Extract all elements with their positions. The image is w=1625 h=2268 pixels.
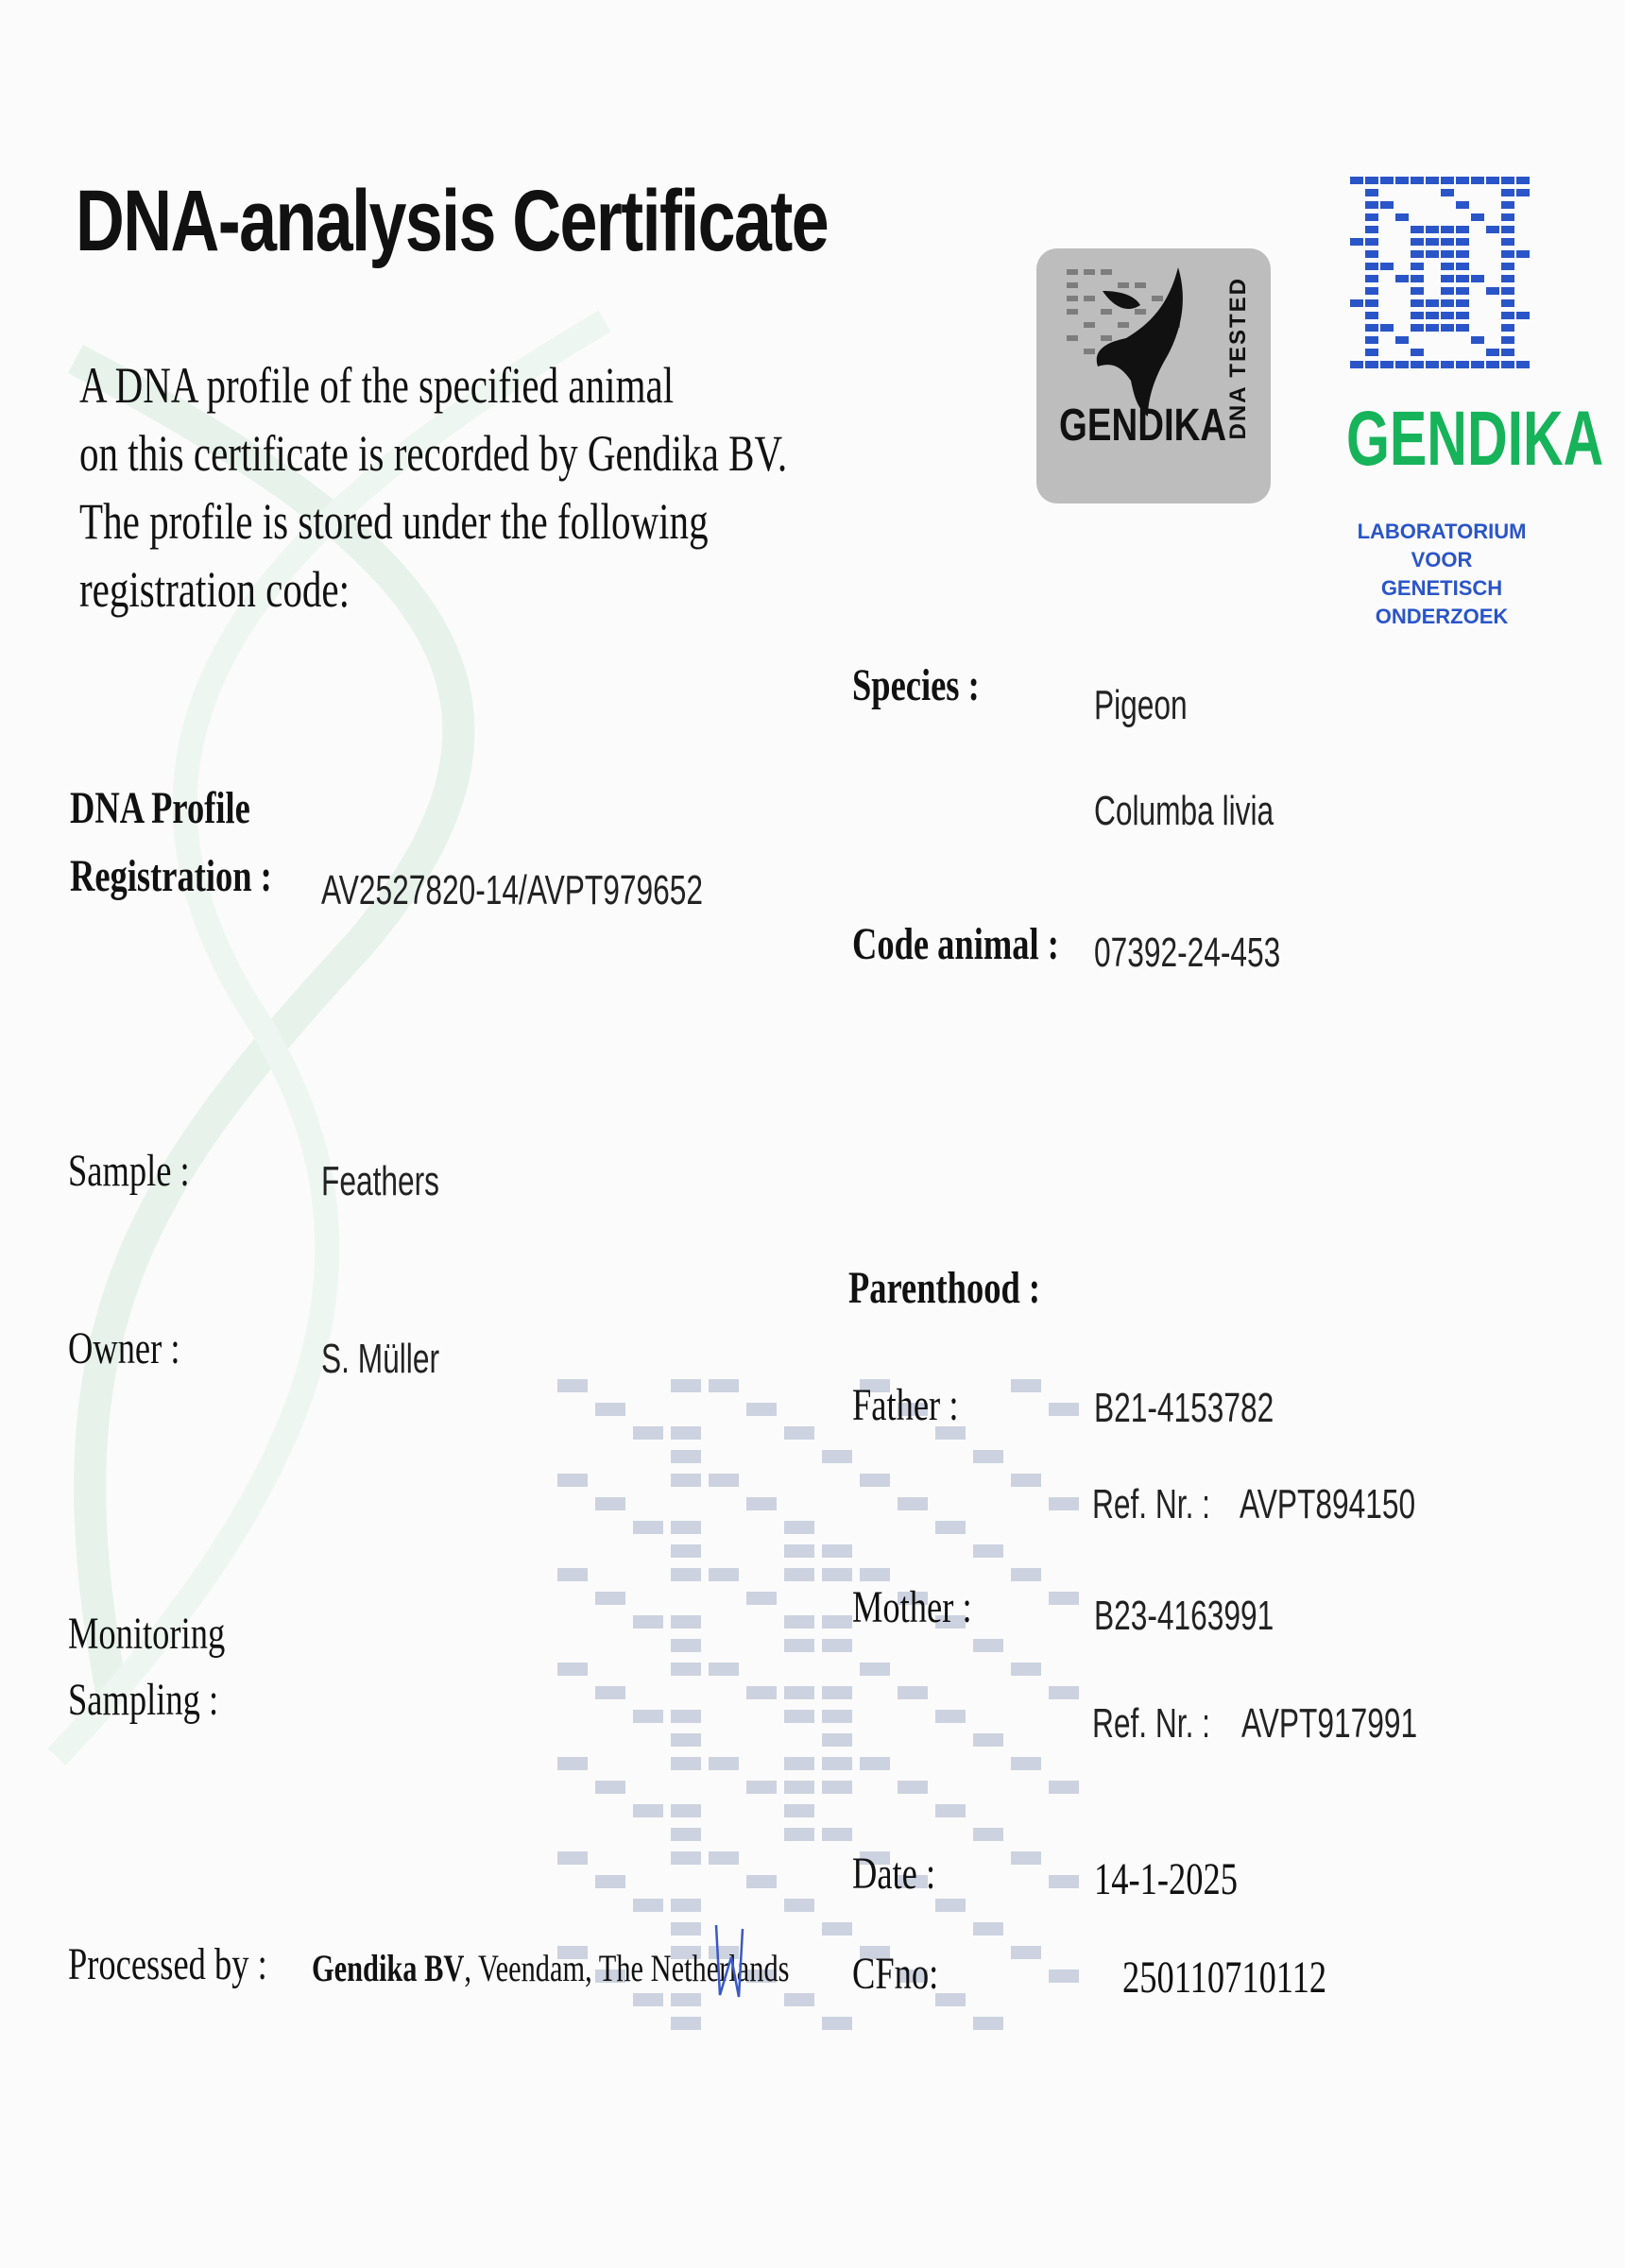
logo-block: [1411, 361, 1424, 368]
watermark-block: [557, 1757, 588, 1770]
watermark-block: [860, 1568, 890, 1581]
watermark-block: [973, 1544, 1003, 1558]
logo-block: [1501, 312, 1514, 319]
logo-block: [1501, 287, 1514, 295]
watermark-block: [709, 1474, 739, 1487]
logo-block: [1486, 349, 1499, 356]
logo-block: [1471, 213, 1484, 221]
logo-block: [1441, 324, 1454, 332]
logo-block: [1516, 189, 1530, 196]
date-label: Date :: [852, 1849, 936, 1899]
watermark-block: [898, 1781, 928, 1794]
logo-block: [1426, 312, 1439, 319]
logo-block: [1365, 177, 1378, 184]
logo-block: [1456, 324, 1469, 332]
watermark-block: [746, 1686, 777, 1699]
logo-block: [1365, 287, 1378, 295]
gendika-subtitle-line: GENETISCH ONDERZOEK: [1375, 576, 1509, 628]
logo-block: [1395, 336, 1409, 344]
logo-block: [1486, 226, 1499, 233]
watermark-block: [1011, 1474, 1041, 1487]
logo-block: [1411, 250, 1424, 258]
logo-block: [1380, 361, 1394, 368]
logo-block: [1441, 287, 1454, 295]
logo-block: [1441, 299, 1454, 307]
intro-line: A DNA profile of the specified animal: [79, 357, 675, 414]
watermark-block: [784, 1426, 814, 1440]
logo-block: [1426, 226, 1439, 233]
mother-label: Mother :: [852, 1582, 972, 1632]
logo-block: [1441, 275, 1454, 282]
logo-block: [1501, 361, 1514, 368]
intro-line: on this certificate is recorded by Gendika BV.: [79, 425, 788, 482]
watermark-block: [633, 1710, 663, 1723]
watermark-block: [746, 1875, 777, 1888]
logo-block: [1501, 263, 1514, 270]
logo-block: [1380, 324, 1394, 332]
father-label: Father :: [852, 1380, 959, 1430]
mother-ref-label: Ref. Nr. :: [1092, 1700, 1210, 1747]
logo-block: [1395, 177, 1409, 184]
watermark-block: [557, 1474, 588, 1487]
watermark-block: [784, 1993, 814, 2006]
logo-block: [1486, 287, 1499, 295]
watermark-block: [973, 1828, 1003, 1841]
watermark-block: [633, 1521, 663, 1534]
watermark-block: [860, 1663, 890, 1676]
logo-block: [1441, 189, 1454, 196]
watermark-block: [633, 1426, 663, 1440]
dna-tested-seal: [1036, 248, 1271, 503]
gendika-brand-name: GENDIKA: [1346, 396, 1604, 482]
watermark-block: [1049, 1875, 1079, 1888]
logo-block: [1456, 226, 1469, 233]
code-animal-label: Code animal :: [852, 919, 1059, 969]
processed-by-label: Processed by :: [68, 1939, 267, 1989]
registration-value: AV2527820-14/AVPT979652: [321, 867, 703, 913]
logo-block: [1411, 275, 1424, 282]
logo-block: [1501, 201, 1514, 209]
logo-block: [1411, 299, 1424, 307]
watermark-block: [671, 2017, 701, 2030]
logo-block: [1456, 263, 1469, 270]
logo-block: [1395, 213, 1409, 221]
logo-block: [1426, 324, 1439, 332]
logo-block: [1365, 349, 1378, 356]
seal-dna-tested-text: DNA TESTED: [1225, 277, 1251, 440]
watermark-block: [1011, 1663, 1041, 1676]
watermark-block: [595, 1875, 625, 1888]
logo-block: [1380, 201, 1394, 209]
watermark-block: [671, 1851, 701, 1865]
watermark-block: [671, 1757, 701, 1770]
logo-block: [1426, 361, 1439, 368]
sample-label: Sample :: [68, 1146, 190, 1196]
watermark-block: [746, 1592, 777, 1605]
watermark-block: [671, 1922, 701, 1935]
logo-block: [1365, 361, 1378, 368]
logo-block: [1411, 226, 1424, 233]
logo-block: [1456, 275, 1469, 282]
logo-block: [1471, 275, 1484, 282]
watermark-block: [671, 1663, 701, 1676]
logo-block: [1501, 238, 1514, 246]
watermark-block: [595, 1686, 625, 1699]
gendika-subtitle: [1349, 518, 1534, 631]
sampling-label: Sampling :: [68, 1675, 219, 1725]
logo-block: [1441, 263, 1454, 270]
mother-ref-value: AVPT917991: [1241, 1700, 1418, 1747]
sample-value: Feathers: [321, 1158, 440, 1204]
watermark-block: [784, 1615, 814, 1629]
watermark-block: [633, 1993, 663, 2006]
logo-block: [1395, 361, 1409, 368]
logo-block: [1350, 299, 1363, 307]
parenthood-label: Parenthood :: [848, 1263, 1041, 1313]
logo-block: [1426, 299, 1439, 307]
watermark-block: [822, 1757, 852, 1770]
watermark-block: [557, 1851, 588, 1865]
watermark-block: [671, 1379, 701, 1392]
intro-line: The profile is stored under the following: [79, 493, 709, 550]
watermark-block: [671, 1899, 701, 1912]
logo-block: [1441, 361, 1454, 368]
watermark-block: [709, 1568, 739, 1581]
logo-block: [1395, 275, 1409, 282]
logo-block: [1441, 177, 1454, 184]
watermark-block: [822, 2017, 852, 2030]
logo-block: [1365, 250, 1378, 258]
watermark-block: [935, 1804, 966, 1817]
logo-block: [1456, 177, 1469, 184]
watermark-block: [784, 1757, 814, 1770]
gendika-logo-icon: [1346, 173, 1535, 376]
logo-block: [1365, 312, 1378, 319]
watermark-block: [671, 1568, 701, 1581]
watermark-block: [746, 1497, 777, 1510]
watermark-block: [784, 1686, 814, 1699]
watermark-block: [784, 1521, 814, 1534]
processed-by-company: Gendika BV: [312, 1947, 465, 1989]
watermark-block: [709, 1757, 739, 1770]
signature-mark: [710, 1919, 748, 2004]
watermark-block: [1049, 1497, 1079, 1510]
watermark-block: [973, 2017, 1003, 2030]
watermark-block: [671, 1639, 701, 1652]
watermark-block: [898, 1497, 928, 1510]
date-value: 14-1-2025: [1094, 1854, 1238, 1904]
logo-block: [1501, 275, 1514, 282]
logo-block: [1365, 213, 1378, 221]
watermark-block: [709, 1379, 739, 1392]
watermark-block: [1049, 1970, 1079, 1983]
logo-block: [1380, 177, 1394, 184]
logo-block: [1426, 177, 1439, 184]
watermark-block: [1049, 1686, 1079, 1699]
logo-block: [1456, 201, 1469, 209]
logo-block: [1441, 238, 1454, 246]
processed-by-location: , Veendam, The Netherlands: [464, 1947, 790, 1989]
logo-block: [1501, 336, 1514, 344]
logo-block: [1411, 177, 1424, 184]
logo-block: [1365, 201, 1378, 209]
logo-block: [1411, 349, 1424, 356]
watermark-block: [671, 1521, 701, 1534]
watermark-block: [822, 1639, 852, 1652]
logo-block: [1471, 361, 1484, 368]
logo-block: [1441, 250, 1454, 258]
logo-block: [1501, 250, 1514, 258]
watermark-block: [746, 1403, 777, 1416]
watermark-block: [1011, 1379, 1041, 1392]
logo-block: [1365, 238, 1378, 246]
logo-block: [1365, 189, 1378, 196]
watermark-block: [822, 1450, 852, 1463]
logo-block: [1501, 213, 1514, 221]
logo-block: [1411, 287, 1424, 295]
logo-block: [1501, 299, 1514, 307]
watermark-block: [671, 1450, 701, 1463]
gendika-subtitle-line: LABORATORIUM VOOR: [1357, 520, 1527, 571]
watermark-block: [784, 1544, 814, 1558]
watermark-block: [671, 1804, 701, 1817]
watermark-block: [1011, 1757, 1041, 1770]
watermark-block: [822, 1544, 852, 1558]
watermark-block: [1049, 1592, 1079, 1605]
watermark-block: [822, 1733, 852, 1747]
logo-block: [1456, 312, 1469, 319]
watermark-block: [935, 1899, 966, 1912]
watermark-block: [1011, 1568, 1041, 1581]
watermark-block: [671, 1426, 701, 1440]
cfno-value: 250110710112: [1122, 1953, 1327, 2003]
logo-block: [1365, 275, 1378, 282]
logo-block: [1456, 299, 1469, 307]
watermark-block: [784, 1899, 814, 1912]
father-ref-value: AVPT894150: [1240, 1481, 1416, 1527]
logo-block: [1411, 238, 1424, 246]
dna-profile-label: DNA Profile: [70, 783, 250, 833]
watermark-block: [1011, 1851, 1041, 1865]
watermark-block: [822, 1568, 852, 1581]
logo-block: [1365, 336, 1378, 344]
logo-block: [1365, 263, 1378, 270]
logo-block: [1456, 287, 1469, 295]
intro-line: registration code:: [79, 561, 351, 618]
watermark-block: [973, 1922, 1003, 1935]
watermark-block: [784, 1568, 814, 1581]
watermark-block: [784, 1828, 814, 1841]
watermark-block: [633, 1804, 663, 1817]
watermark-block: [671, 1993, 701, 2006]
logo-block: [1501, 189, 1514, 196]
logo-block: [1471, 336, 1484, 344]
logo-block: [1501, 177, 1514, 184]
logo-block: [1456, 238, 1469, 246]
logo-block: [1365, 299, 1378, 307]
watermark-block: [595, 1497, 625, 1510]
watermark-block: [935, 1710, 966, 1723]
watermark-block: [784, 1804, 814, 1817]
father-ref-label: Ref. Nr. :: [1092, 1481, 1210, 1527]
logo-block: [1501, 349, 1514, 356]
watermark-block: [671, 1710, 701, 1723]
watermark-block: [860, 1474, 890, 1487]
logo-block: [1516, 361, 1530, 368]
logo-block: [1350, 361, 1363, 368]
father-value: B21-4153782: [1094, 1385, 1274, 1431]
watermark-block: [1049, 1781, 1079, 1794]
watermark-block: [822, 1781, 852, 1794]
watermark-block: [973, 1639, 1003, 1652]
watermark-block: [822, 1686, 852, 1699]
watermark-block: [784, 1639, 814, 1652]
watermark-block: [557, 1663, 588, 1676]
owner-value: S. Müller: [321, 1336, 439, 1382]
watermark-block: [671, 1544, 701, 1558]
watermark-block: [709, 1851, 739, 1865]
logo-block: [1411, 312, 1424, 319]
logo-block: [1486, 177, 1499, 184]
logo-block: [1411, 263, 1424, 270]
logo-block: [1501, 324, 1514, 332]
watermark-block: [1049, 1403, 1079, 1416]
watermark-block: [860, 1757, 890, 1770]
species-label: Species :: [852, 660, 980, 710]
logo-block: [1350, 238, 1363, 246]
watermark-block: [973, 1450, 1003, 1463]
watermark-block: [898, 1686, 928, 1699]
logo-block: [1486, 361, 1499, 368]
logo-block: [1441, 312, 1454, 319]
logo-block: [1516, 177, 1530, 184]
logo-block: [1456, 250, 1469, 258]
watermark-block: [595, 1592, 625, 1605]
logo-block: [1426, 238, 1439, 246]
logo-block: [1365, 324, 1378, 332]
seal-brand-text: GENDIKA: [1059, 401, 1227, 451]
watermark-block: [671, 1733, 701, 1747]
logo-block: [1516, 250, 1530, 258]
species-latin-value: Columba livia: [1094, 788, 1274, 834]
certificate-intro: [79, 351, 787, 623]
watermark-block: [822, 1710, 852, 1723]
watermark-block: [633, 1615, 663, 1629]
code-animal-value: 07392-24-453: [1094, 929, 1281, 976]
watermark-block: [822, 1828, 852, 1841]
watermark-block: [935, 1993, 966, 2006]
logo-block: [1471, 177, 1484, 184]
watermark-block: [746, 1781, 777, 1794]
watermark-block: [671, 1828, 701, 1841]
logo-block: [1411, 324, 1424, 332]
monitoring-label: Monitoring: [68, 1609, 226, 1659]
watermark-block: [595, 1781, 625, 1794]
certificate-title: DNA-analysis Certificate: [76, 173, 829, 269]
watermark-block: [671, 1474, 701, 1487]
watermark-block: [557, 1568, 588, 1581]
watermark-block: [595, 1403, 625, 1416]
species-value: Pigeon: [1094, 682, 1188, 728]
registration-label: Registration :: [70, 851, 272, 901]
watermark-block: [1011, 1946, 1041, 1959]
watermark-block: [822, 1615, 852, 1629]
logo-block: [1380, 263, 1394, 270]
logo-block: [1501, 226, 1514, 233]
watermark-block: [935, 1521, 966, 1534]
owner-label: Owner :: [68, 1323, 180, 1373]
watermark-block: [973, 1733, 1003, 1747]
watermark-block: [709, 1663, 739, 1676]
logo-block: [1456, 361, 1469, 368]
watermark-block: [784, 1710, 814, 1723]
logo-block: [1350, 177, 1363, 184]
logo-block: [1426, 250, 1439, 258]
cfno-label: CFno:: [852, 1949, 939, 1999]
watermark-block: [822, 1922, 852, 1935]
watermark-block: [671, 1615, 701, 1629]
logo-block: [1441, 226, 1454, 233]
watermark-block: [633, 1899, 663, 1912]
logo-block: [1365, 226, 1378, 233]
watermark-block: [784, 1781, 814, 1794]
mother-value: B23-4163991: [1094, 1593, 1274, 1639]
watermark-block: [557, 1379, 588, 1392]
logo-block: [1516, 312, 1530, 319]
